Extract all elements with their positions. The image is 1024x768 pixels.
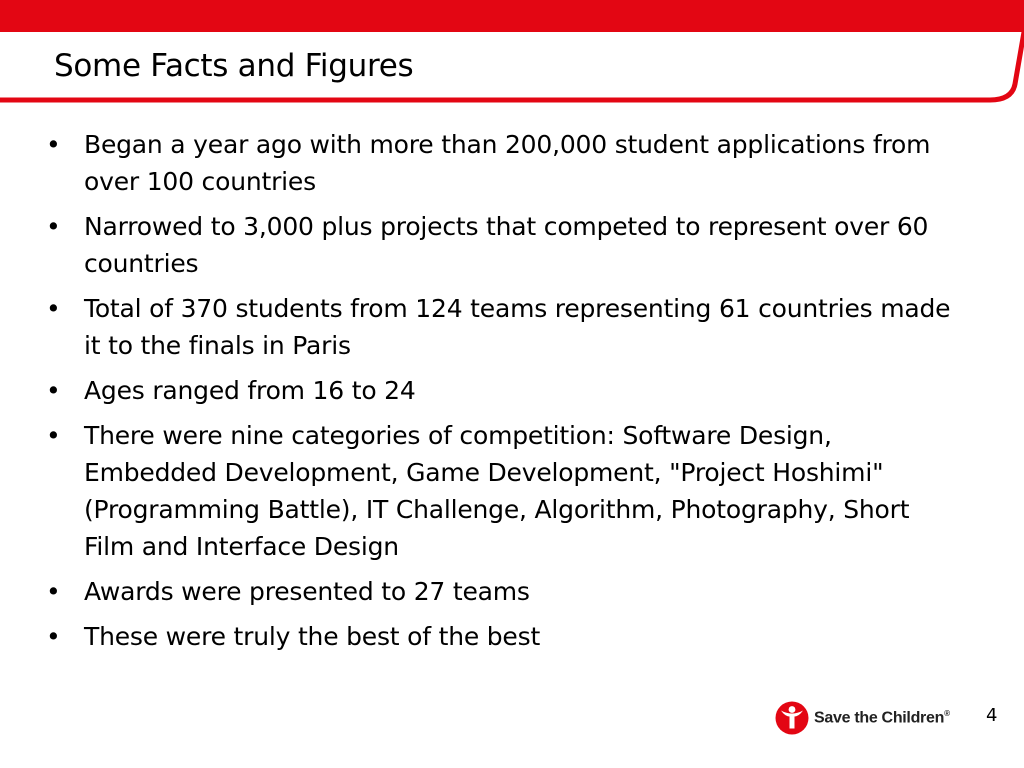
save-the-children-logo: [775, 699, 950, 737]
bullet-dot: •: [46, 421, 61, 450]
bullet-item: [44, 126, 964, 200]
bullet-dot: •: [46, 376, 61, 405]
bullet-item: [44, 208, 964, 282]
bullet-list: [44, 126, 964, 663]
bullet-item: [44, 573, 964, 610]
save-the-children-figure-icon: [775, 701, 809, 735]
bullet-dot: •: [46, 622, 61, 651]
bullet-item: [44, 372, 964, 409]
bullet-text: These were truly the best of the best: [84, 622, 541, 651]
bullet-text: Awards were presented to 27 teams: [84, 577, 530, 606]
logo-text: [814, 709, 950, 727]
bullet-item: [44, 618, 964, 655]
bullet-text: Total of 370 students from 124 teams representing 61 countries made it to the finals in Paris: [84, 294, 951, 360]
bullet-dot: •: [46, 130, 61, 159]
bullet-text: There were nine categories of competition: Software Design, Embedded Development, Game Development, "Project Hoshimi" (Programming Battle), IT Challenge, Algorithm, Photography, Short Film and Interface Design: [84, 421, 910, 561]
header-red-bar: [0, 0, 1024, 32]
bullet-item: [44, 417, 964, 565]
bullet-item: [44, 290, 964, 364]
bullet-text: Narrowed to 3,000 plus projects that competed to represent over 60 countries: [84, 212, 929, 278]
bullet-dot: •: [46, 577, 61, 606]
bullet-text: Ages ranged from 16 to 24: [84, 376, 416, 405]
bullet-dot: •: [46, 212, 61, 241]
page-number: 4: [986, 705, 998, 726]
slide-title: Some Facts and Figures: [54, 48, 414, 84]
bullet-dot: •: [46, 294, 61, 323]
bullet-text: Began a year ago with more than 200,000 student applications from over 100 countries: [84, 130, 931, 196]
registered-mark: ®: [944, 708, 950, 718]
logo-name: Save the Children: [814, 709, 945, 727]
